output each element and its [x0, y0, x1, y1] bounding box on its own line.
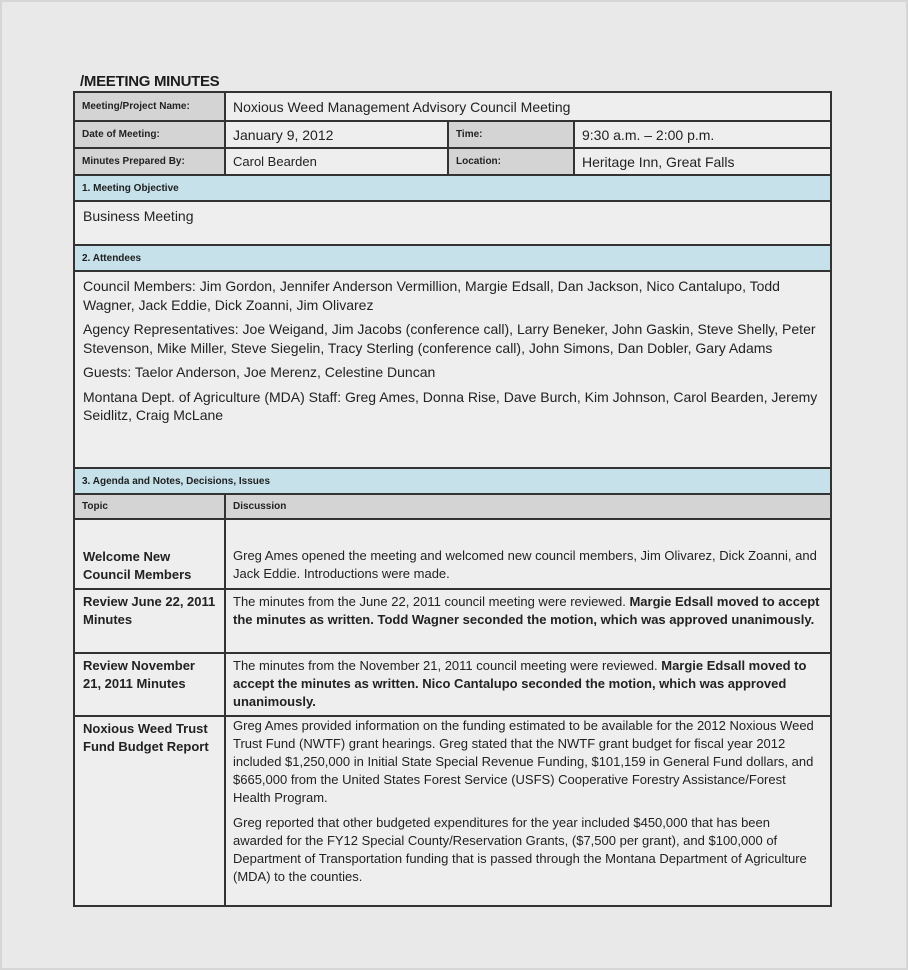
objective-heading: 1. Meeting Objective — [75, 176, 830, 200]
project-value: Noxious Weed Management Advisory Council Meeting — [226, 93, 830, 120]
date-value: January 9, 2012 — [226, 122, 449, 147]
page-title: /MEETING MINUTES — [80, 73, 220, 90]
agenda-row — [75, 520, 830, 590]
topic-column-header: Topic — [75, 495, 226, 518]
agenda-topic: Noxious Weed Trust Fund Budget Report — [75, 717, 226, 905]
agenda-header-row — [75, 495, 830, 520]
agenda-discussion — [226, 654, 830, 715]
discussion-column-header: Discussion — [226, 495, 830, 518]
project-row — [75, 93, 830, 122]
attendees-list — [75, 272, 830, 467]
agenda-row — [75, 717, 830, 905]
agenda-topic: Review June 22, 2011 Minutes — [75, 590, 226, 652]
attendees-heading-row — [75, 246, 830, 272]
attendee-group-agency: Agency Representatives: Joe Weigand, Jim Jacobs (conference call), Larry Beneker, John Gaskin, Steve Shelly, Peter Stevenson, Mike Miller, Steve Siegelin, Tracy Sterling (conference call), John Simons, Dan Dobler, Gary Adams — [83, 321, 816, 356]
discussion-paragraph: Greg reported that other budgeted expenditures for the year included $450,000 that has been awarded for the FY12 Special County/Reservation Grants, ($7,500 per grant), and $100,000 of Department of Transportation funding that is passed through the Montana Department of Agriculture (MDA) to the counties. — [233, 815, 807, 884]
attendee-group-guests: Guests: Taelor Anderson, Joe Merenz, Celestine Duncan — [83, 364, 436, 380]
discussion-text: The minutes from the November 21, 2011 council meeting were reviewed. — [233, 658, 662, 673]
agenda-row — [75, 590, 830, 654]
prepared-location-row — [75, 149, 830, 176]
agenda-discussion — [226, 520, 830, 588]
objective-heading-row — [75, 176, 830, 202]
date-time-row — [75, 122, 830, 149]
location-label: Location: — [449, 149, 575, 174]
agenda-row — [75, 654, 830, 717]
agenda-topic-text: Welcome New Council Members — [83, 549, 192, 582]
agenda-heading-row — [75, 469, 830, 495]
time-value: 9:30 a.m. – 2:00 p.m. — [575, 122, 830, 147]
discussion-text: The minutes from the June 22, 2011 council meeting were reviewed. — [233, 594, 630, 609]
attendees-body-row — [75, 272, 830, 469]
attendees-heading: 2. Attendees — [75, 246, 830, 270]
agenda-topic — [75, 520, 226, 588]
agenda-discussion — [226, 590, 830, 652]
date-label: Date of Meeting: — [75, 122, 226, 147]
minutes-table — [73, 91, 832, 907]
project-label: Meeting/Project Name: — [75, 93, 226, 120]
prepared-label: Minutes Prepared By: — [75, 149, 226, 174]
discussion-motion-text: Margie Edsall moved to accept the minutes as written. Todd Wagner seconded the motion, which was approved unanimously. — [233, 594, 820, 627]
discussion-paragraph: Greg Ames provided information on the funding estimated to be available for the 2012 Noxious Weed Trust Fund (NWTF) grant hearings. Greg stated that the NWTF grant budget for fiscal year 2012 included $1,250,000 in Initial State Special Revenue Funding, $101,159 in General Fund dollars, and $665,000 from the United States Forest Service (USFS) Cooperative Forestry Assistance/Forest Health Program. — [233, 718, 814, 805]
agenda-discussion — [226, 717, 830, 905]
location-value: Heritage Inn, Great Falls — [575, 149, 830, 174]
objective-body-row — [75, 202, 830, 246]
attendee-group-mda-staff: Montana Dept. of Agriculture (MDA) Staff: Greg Ames, Donna Rise, Dave Burch, Kim Johnson, Carol Bearden, Jeremy Seidlitz, Craig McLane — [83, 388, 818, 423]
prepared-value: Carol Bearden — [226, 149, 449, 174]
discussion-motion-text: Margie Edsall moved to accept the minutes as written. Nico Cantalupo seconded the motion, which was approved unanimously. — [233, 658, 807, 709]
agenda-heading: 3. Agenda and Notes, Decisions, Issues — [75, 469, 830, 493]
objective-text: Business Meeting — [75, 202, 830, 244]
time-label: Time: — [449, 122, 575, 147]
attendee-group-council: Council Members: Jim Gordon, Jennifer Anderson Vermillion, Margie Edsall, Dan Jackson, Nico Cantalupo, Todd Wagner, Jack Eddie, Dick Zoanni, Jim Olivarez — [83, 278, 780, 313]
agenda-topic: Review November 21, 2011 Minutes — [75, 654, 226, 715]
discussion-text: Greg Ames opened the meeting and welcomed new council members, Jim Olivarez, Dick Zoanni, and Jack Eddie. Introductions were made. — [233, 548, 817, 581]
